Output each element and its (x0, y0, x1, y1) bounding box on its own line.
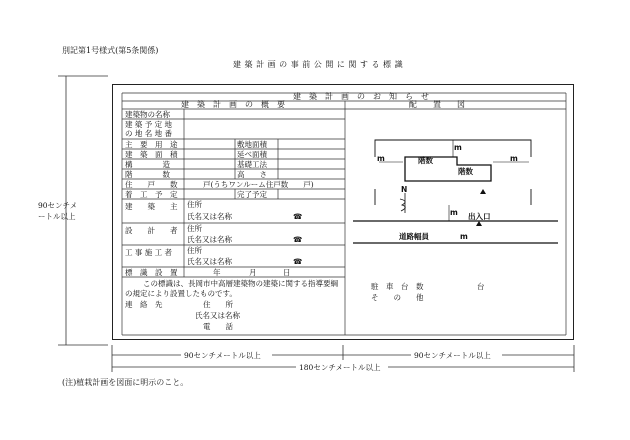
width-left-label: 90センチメートル以上 (184, 351, 261, 360)
phone-icon: ☎ (293, 212, 303, 221)
phone-icon: ☎ (293, 257, 303, 266)
site-plan-heading: 配 置 図 (409, 100, 465, 109)
contractor-address: 住所 (187, 246, 202, 255)
row-units: 住 戸 数 (125, 180, 178, 189)
posted-year: 年 (213, 268, 221, 277)
map-m-top: m (454, 143, 462, 152)
width-right-label: 90センチメートル以上 (414, 351, 491, 360)
row-floor-area: 延べ面積 (237, 150, 267, 159)
owner-address: 住所 (187, 200, 202, 209)
road-width-label: 道路幅員 (399, 232, 429, 241)
row-posted: 標 識 設 置 (125, 268, 178, 277)
contact-label: 連 絡 先 (125, 300, 163, 309)
row-designer: 設 計 者 (125, 226, 178, 235)
overview-heading: 建 築 計 画 の 概 要 (181, 100, 285, 109)
row-completion: 完了予定 (237, 190, 267, 199)
map-floors-b: 階数 (458, 167, 473, 176)
row-lot-area: 敷地面積 (237, 140, 267, 149)
phone-icon: ☎ (293, 235, 303, 244)
map-floors-a: 階数 (418, 156, 433, 165)
posted-month: 月 (249, 268, 257, 277)
sign-title: 建 築 計 画 の 事 前 公 開 に 関 す る 標 識 (233, 60, 404, 69)
row-start: 着 工 予 定 (125, 190, 178, 199)
owner-name: 氏名又は名称 (187, 212, 232, 221)
road-width-unit: m (460, 232, 468, 241)
site-plan-drawing (113, 85, 575, 341)
designer-name: 氏名又は名称 (187, 235, 232, 244)
sign-heading: 建 築 計 画 の お 知 ら せ (293, 92, 429, 101)
row-contractor: 工 事 施 工 者 (125, 248, 173, 257)
footnote: (注)植栽計画を図面に明示のこと。 (62, 378, 189, 387)
map-m-right: m (510, 154, 518, 163)
map-m-bottom: m (450, 208, 458, 217)
width-total-label: 180センチメートル以上 (299, 363, 381, 372)
row-building-area: 建 築 面 積 (125, 150, 178, 159)
entrance-label: 出入口 (468, 212, 491, 221)
row-site-1: 建 築 予 定 地 (125, 120, 173, 129)
contact-address: 住 所 (203, 300, 233, 309)
height-dimension-label: 90センチメートル以上 (38, 201, 78, 221)
notice-text: この標識は、長岡市中高層建築物の建築に関する指導要綱の規定により設置したものです。 (125, 279, 338, 298)
row-height: 高 さ (237, 170, 267, 179)
row-foundation: 基礎工法 (237, 160, 267, 169)
other-label: そ の 他 (371, 293, 424, 302)
row-units-value: 戸(うちワンルーム住戸数 戸) (203, 180, 314, 189)
designer-address: 住所 (187, 224, 202, 233)
row-structure: 構 造 (125, 160, 170, 169)
row-floors: 階 数 (125, 170, 170, 179)
row-owner: 建 築 主 (125, 202, 178, 211)
contractor-name: 氏名又は名称 (187, 257, 232, 266)
form-number: 別記第1号様式(第5条関係) (62, 46, 159, 55)
posted-day: 日 (283, 268, 291, 277)
row-main-use: 主 要 用 途 (125, 140, 178, 149)
north-label: N (401, 185, 408, 194)
map-m-left: m (377, 154, 385, 163)
sign-board (112, 84, 574, 340)
row-site-2: の 地 名 地 番 (125, 129, 173, 138)
parking-unit: 台 (477, 282, 485, 291)
contact-phone: 電 話 (203, 322, 233, 331)
parking-label: 駐 車 台 数 (371, 282, 424, 291)
row-building-name: 建築物の名称 (125, 110, 170, 119)
contact-name: 氏名又は名称 (195, 311, 240, 320)
